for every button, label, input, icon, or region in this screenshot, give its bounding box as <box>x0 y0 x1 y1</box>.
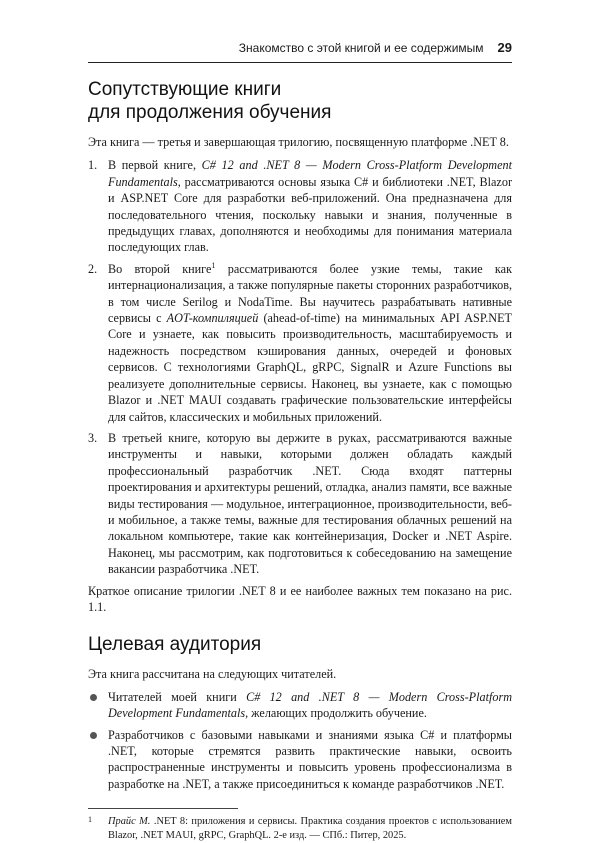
list-number: 3. <box>88 430 98 445</box>
book-title-italic: C# 12 and .NET 8 — Modern Cross-Platform Development Fundamentals <box>108 158 512 189</box>
heading-line-1: Сопутствующие книги <box>88 79 282 100</box>
footnote-divider <box>88 808 238 809</box>
page-content <box>88 78 512 843</box>
term-italic: AOT-компиляцией <box>166 311 259 326</box>
list-number: 2. <box>88 261 98 276</box>
bullet-icon <box>90 694 97 701</box>
audience-intro: Эта книга рассчитана на следующих читателей. <box>88 667 337 682</box>
item-text-middle: рассматриваются более узкие темы, такие как интернационализация, а также популярные пакеты сторонних разработчиков, в том числе Serilog и NodaTime. Вы научитесь разрабатывать нативные сервисы с <box>108 261 513 326</box>
item-text-after: , желающих продолжить обучение. <box>245 706 427 721</box>
books-list <box>88 157 512 577</box>
footnote-author-italic: Прайс М. <box>108 816 151 828</box>
summary-paragraph: Краткое описание трилогии .NET 8 и ее наиболее важных тем показано на рис. 1.1. <box>88 583 512 614</box>
list-item <box>88 157 512 255</box>
item-text-after: (ahead-of-time) на минимальных API ASP.NET Core и узнаете, как повысить производительность, масштабируемость и надежность посредством кэширования данных, очередей и фоновых сервисов. С технологиями GraphQL, gRPC, SignalR и Azure Functions вы реализуете дополнительные сервисы. Наконец, вы узнаете, как с помощью Blazor и .NET MAUI создавать графические пользовательские интерфейсы для сайтов, классических и мобильных приложений. <box>108 311 512 424</box>
footnote-text: .NET 8: приложения и сервисы. Практика создания проектов с использованием Blazor, .NET MAUI, gRPC, GraphQL. 2-е изд. — СПб.: Питер, 2025. <box>108 816 512 842</box>
list-item <box>88 261 512 425</box>
audience-list <box>88 689 512 792</box>
list-item <box>88 430 512 578</box>
intro-paragraph: Эта книга — третья и завершающая трилогию, посвященную платформе .NET 8. <box>88 135 509 149</box>
bullet-icon <box>90 732 97 739</box>
page-number: 29 <box>497 40 512 55</box>
footnote <box>88 815 512 843</box>
running-head <box>88 40 512 63</box>
footnote-number: 1 <box>88 815 92 825</box>
item-text-before: В первой книге, <box>108 158 202 173</box>
item-text: Разработчиков с базовыми навыками и знаниями языка C# и платформы .NET, которые стремятся развить практические навыки, освоить распространенные инструменты и повысить уровень профессионализма в разработке на .NET, а также присоединиться к команде разработчиков .NET. <box>108 727 512 791</box>
item-text-before: Во второй книге <box>108 261 212 276</box>
running-head-title: Знакомство с этой книгой и ее содержимым <box>238 41 484 55</box>
item-text: В третьей книге, которую вы держите в руках, рассматриваются важные инструменты и навыки, которыми должен обладать каждый профессиональный разработчик .NET. Сюда входят паттерны проектирования и архитектуры решений, отладка, анализ памяти, все важные виды тестирования — модульное, интеграционное, производительности, веб- и мобильное, а также темы, важные для тестирования облачных решений на локальном компьютере, такие как контейнеризация, Docker и .NET Aspire. Наконец, мы рассмотрим, как подготовиться к собеседованию на замещение вакансии разработчика .NET. <box>108 430 512 577</box>
heading-line-2: для продолжения обучения <box>88 102 332 123</box>
list-number: 1. <box>88 158 98 173</box>
item-text-after: , рассматриваются основы языка C# и библиотеки .NET, Blazor и ASP.NET Core для разработки веб-приложений. Она предназначена для последовательного чтения, поскольку навыки и знания, полученные в предыдущих главах, дополняются и необходимы для понимания материала последующих глав. <box>108 174 512 255</box>
list-item <box>88 689 512 722</box>
list-item <box>88 727 512 793</box>
section-heading-companion-books <box>88 78 512 124</box>
footnote-reference: 1 <box>211 260 216 270</box>
item-text-before: Читателей моей книги <box>108 689 247 704</box>
book-title-italic: C# 12 and .NET 8 — Modern Cross-Platform Development Fundamentals <box>108 689 512 721</box>
section-heading-target-audience: Целевая аудитория <box>88 634 262 656</box>
